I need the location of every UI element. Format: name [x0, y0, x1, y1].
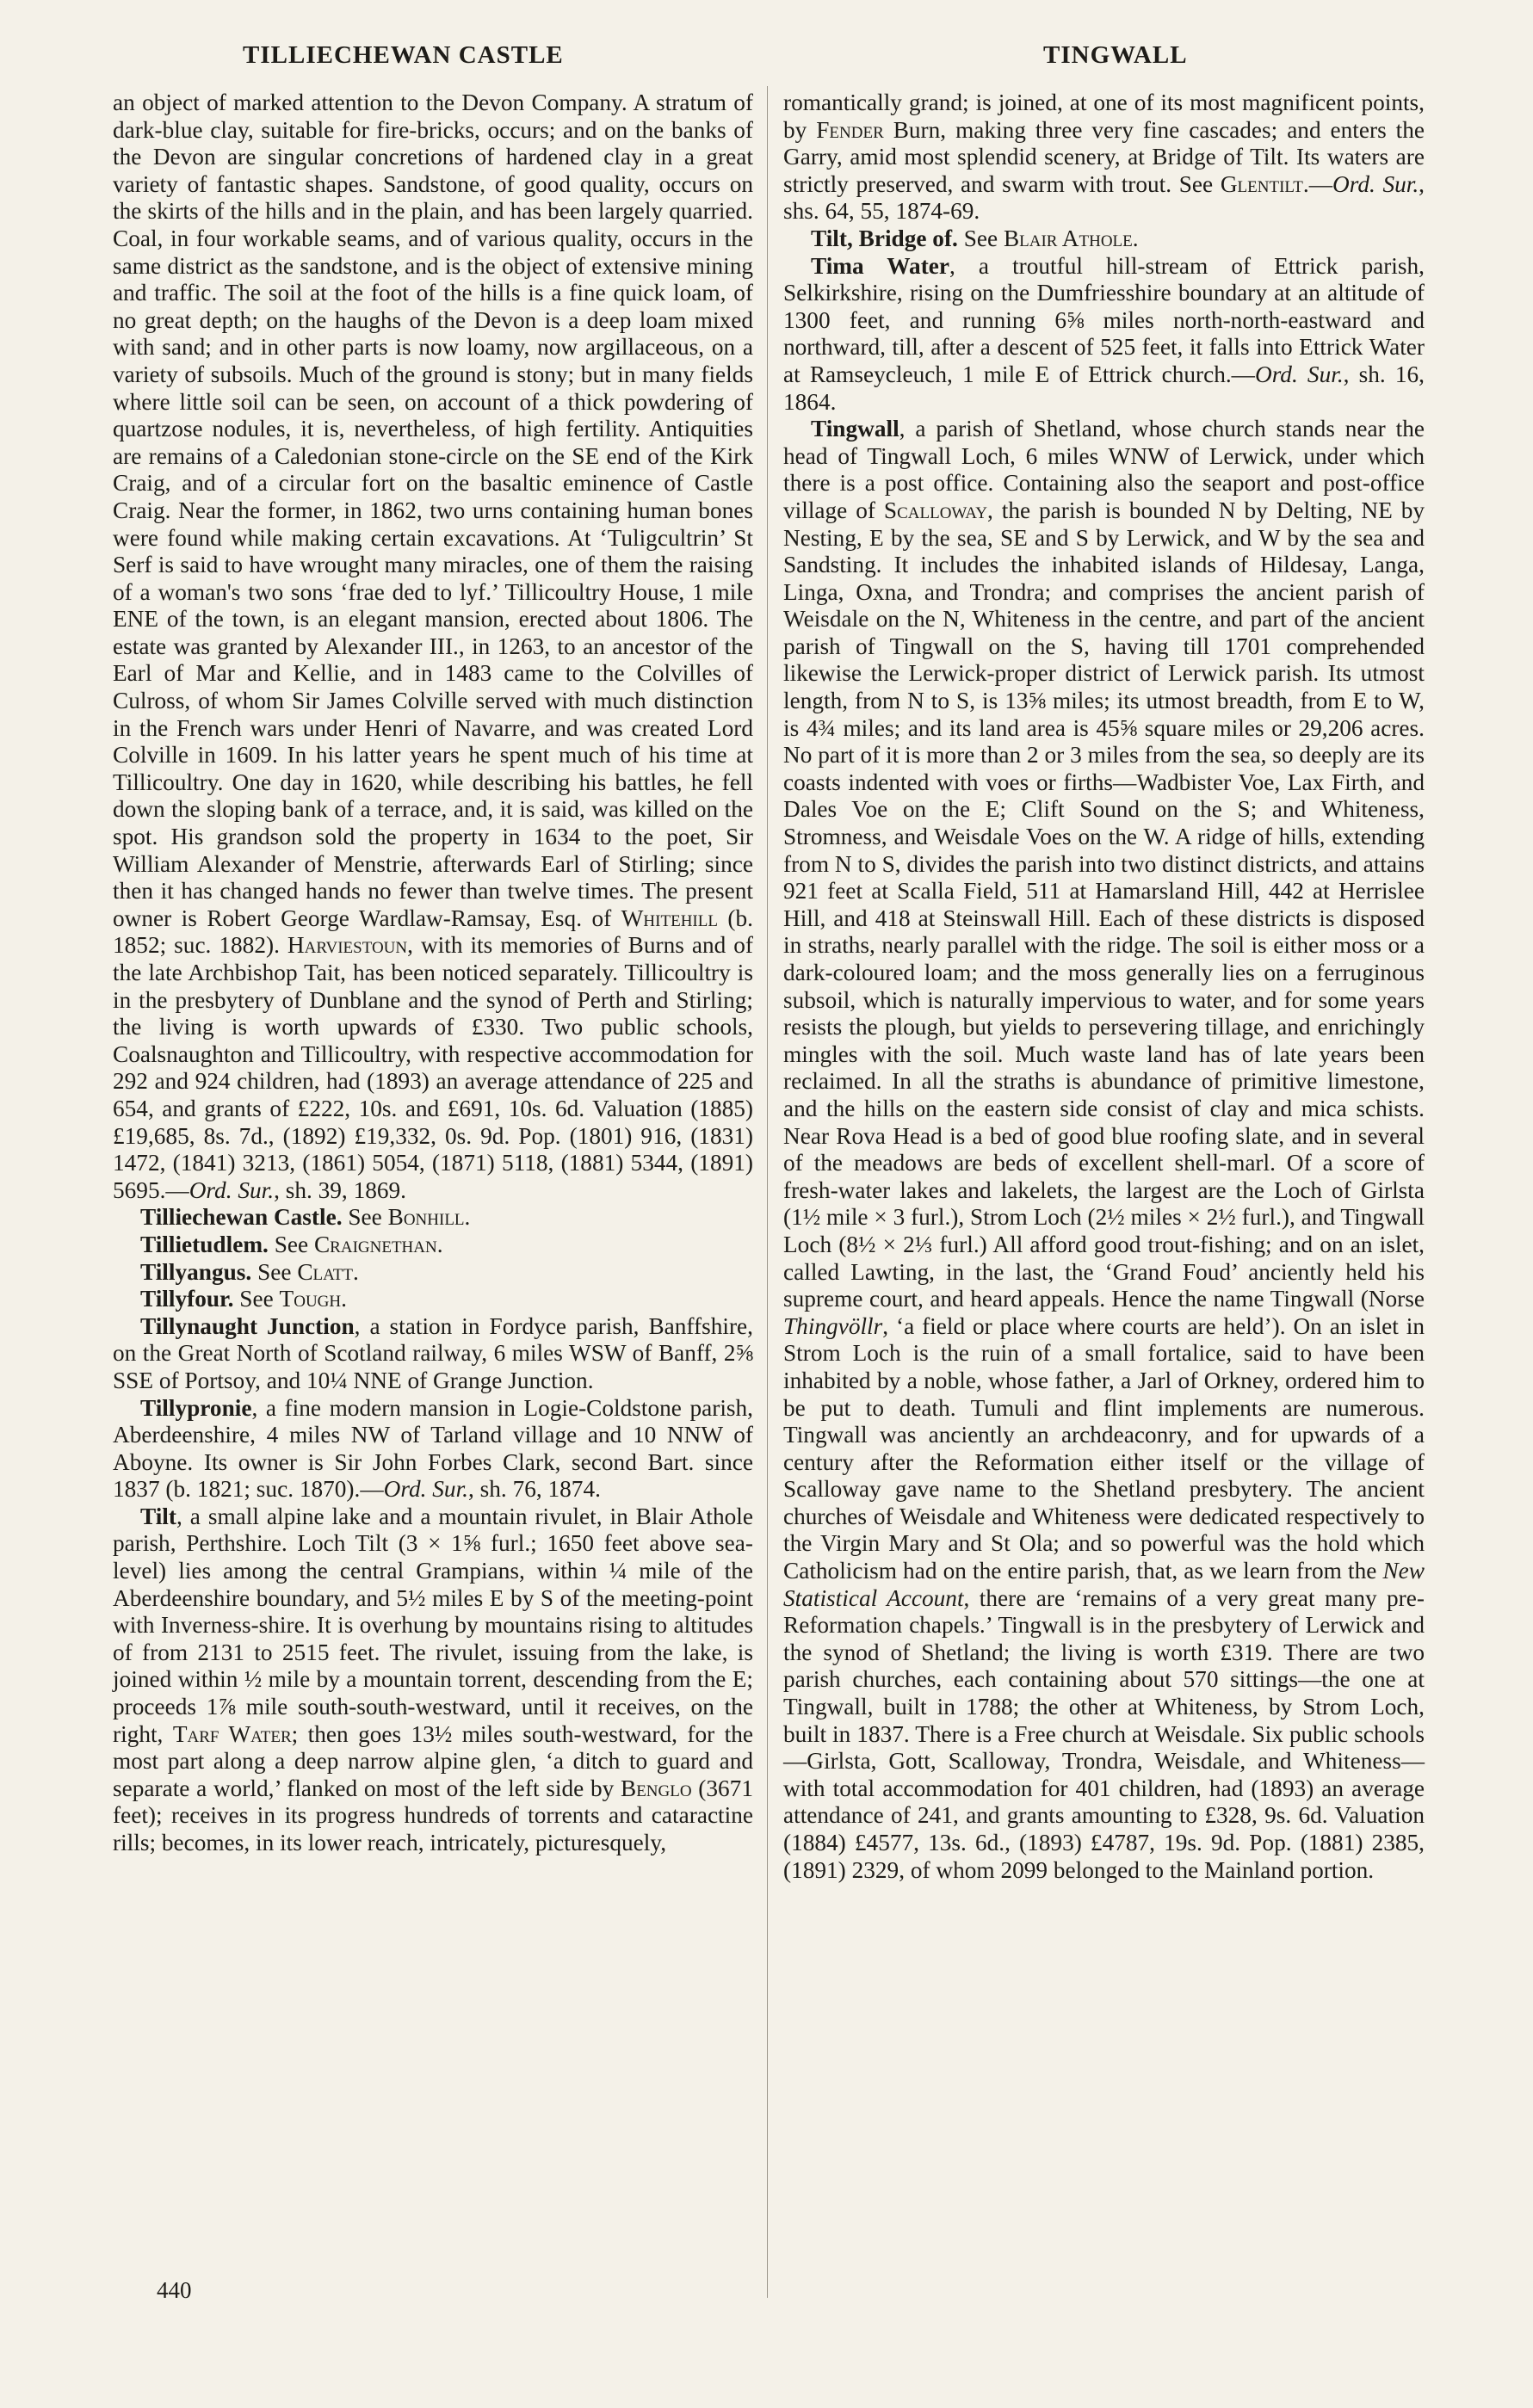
headword: Tingwall	[811, 416, 899, 442]
entry-text-4: , there are ‘remains of a very great many pre-Reformation chapels.’ Tingwall is in the presbytery of Lerwick and the synod of Shetland; the living is worth £319. There are two parish churches, each containing about 570 sittings—the one at Tingwall, built in 1788; the other at Whiteness, by Strom Loch, built in 1837. There is a Free church at Weisdale. Six public schools—Girlsta, Gott, Scalloway, Trondra, Weisdale, and Whiteness—with total accommodation for 401 children, had (1893) an average attendance of 241, and grants amounting to £328, 9s. 6d. Valuation (1884) £4577, 13s. 6d., (1893) £4787, 19s. 9d. Pop. (1881) 2385, (1891) 2329, of whom 2099 belonged to the Mainland portion.	[783, 1584, 1425, 1883]
entry-text-3: , ‘a field or place where courts are held’). On an islet in Strom Loch is the ruin of a small fortalice, said to have been inhabited by a noble, whose father, a Jarl of Orkney, ordered him to be put to death. Tumuli and flint implements are numerous. Tingwall was anciently an archdeaconry, and for upwards of a century after the Reformation either itself or the village of Scalloway gave name to the Shetland presbytery. The ancient churches of Weisdale and Whiteness were dedicated respectively to the Virgin Mary and St Ola; and so powerful was the hold which Catholicism had on the entire parish, that, as we learn from the	[783, 1312, 1425, 1584]
see-text: See	[257, 1258, 298, 1285]
see-text: See	[348, 1204, 388, 1231]
xref-whitehill: Whitehill	[621, 905, 718, 931]
headword: Tilt, Bridge of.	[811, 225, 958, 251]
xref-tough: Tough	[279, 1286, 342, 1312]
xref-end: .	[1132, 225, 1139, 251]
headword: Tilt	[140, 1503, 176, 1529]
page-number: 440	[157, 2277, 192, 2303]
entry-end: , sh. 76, 1874.	[468, 1476, 601, 1503]
headword: Tillyangus.	[140, 1258, 252, 1285]
xref-glentilt: Glentilt	[1220, 170, 1303, 197]
tillicoultry-text-1: an object of marked attention to the Devon Company. A stratum of dark-blue clay, suitable for fire-bricks, occurs; and on the banks of the Devon are singular concretions of hardened clay in a great variety of fantastic shapes. Sandstone, of good quality, occurs on the skirts of the hills and in the plain, and has been largely quarried. Coal, in four workable seams, and of various quality, occurs in the same district as the sandstone, and is the object of extensive mining and traffic. The soil at the foot of the hills is a fine quick loam, of no great depth; on the haughs of the Devon is a deep loam mixed with sand; and in other parts is now loamy, now argillaceous, on a variety of subsoils. Much of the ground is stony; but in many fields where little soil can be seen, on account of a thick powdering of quartzose nodules, it is, nevertheless, of high fertility. Antiquities are remains of a Caledonian stone-circle on the SE end of the Kirk Craig, and of a circular fort on the basaltic eminence of Castle Craig. Near the former, in 1862, two urns containing human bones were found while making certain excavations. At ‘Tuligcultrin’ St Serf is said to have wrought many miracles, one of them the raising of a woman's two sons ‘frae ded to lyf.’ Tillicoultry House, 1 mile ENE of the town, is an elegant mansion, erected about 1806. The estate was granted by Alexander III., in 1263, to an ancestor of the Earl of Mar and Kellie, and in 1483 came to the Colvilles of Culross, of whom Sir James Colville served with much distinction in the French wars under Henri of Navarre, and was created Lord Colville in 1609. In his latter years he spent much of his time at Tillicoultry. One day in 1620, while describing his battles, he fell down the sloping bank of a terrace, and, it is said, was killed on the spot. His grandson sold the property in 1634 to the poet, Sir William Alexander of Menstrie, afterwards Earl of Stirling; since then it has changed hands no fewer than twelve times. The present owner is Robert George Wardlaw-Ramsay, Esq. of	[113, 90, 753, 931]
entry-tima-water	[783, 253, 1425, 417]
entry-tingwall	[783, 416, 1425, 1884]
see-text: See	[274, 1231, 314, 1257]
entry-tillietudlem	[113, 1232, 753, 1259]
ord-sur-ref: Ord. Sur.	[189, 1176, 275, 1203]
column-rule	[767, 86, 768, 2298]
see-text: See	[239, 1286, 280, 1312]
tillicoultry-text-end: , sh. 39, 1869.	[274, 1176, 406, 1203]
entry-tillynaught-junction	[113, 1313, 753, 1395]
headword: Tima Water	[811, 252, 950, 279]
xref-end: .	[341, 1286, 347, 1312]
entry-tillyangus	[113, 1259, 753, 1287]
xref-harviestoun: Harviestoun	[287, 932, 408, 959]
entry-tilt-bridge-of	[783, 225, 1425, 253]
entry-tillypronie	[113, 1395, 753, 1503]
headword: Tillietudlem.	[140, 1231, 269, 1257]
right-column	[783, 90, 1425, 1884]
entry-text: , a station in Fordyce parish, Banffshire, on the Great North of Scotland railway, 6 miles WSW of Banff, 2⅝ SSE of Portsoy, and 10¼ NNE of Grange Junction.	[113, 1312, 753, 1393]
xref-end: .	[436, 1231, 443, 1257]
tillicoultry-text-3: , with its memories of Burns and of the late Archbishop Tait, has been noticed separately. Tillicoultry is in the presbytery of Dunblane and the synod of Perth and Stirling; the living is worth upwards of £330. Two public schools, Coalsnaughton and Tillicoultry, with respective accommodation for 292 and 924 children, had (1893) an average attendance of 225 and 654, and grants of £222, 10s. and £691, 10s. 6d. Valuation (1885) £19,685, 8s. 7d., (1892) £19,332, 0s. 9d. Pop. (1801) 916, (1831) 1472, (1841) 3213, (1861) 5054, (1871) 5118, (1881) 5344, (1891) 5695.—	[113, 932, 753, 1203]
see-text: See	[963, 225, 1004, 251]
entry-text-3: (3671 feet); receives in its progress hundreds of torrents and cataractine rills; becomes, in its lower reach, intricately, picturesquely,	[113, 1775, 753, 1855]
left-column	[113, 90, 753, 1857]
entry-text-2: , the parish is bounded N by Delting, NE by Nesting, E by the sea, SE and S by Lerwick, and W by the sea and Sandsting. It includes the inhabited islands of Hildesay, Langa, Linga, Oxna, and Trondra; and comprises the ancient parish of Weisdale on the N, Whiteness in the centre, and part of the ancient parish of Tingwall on the S, having till 1701 comprehended likewise the Lerwick-proper district of Lerwick parish. Its utmost length, from N to S, is 13⅝ miles; its utmost breadth, from E to W, is 4¾ miles; and its land area is 45⅝ square miles or 29,206 acres. No part of it is more than 2 or 3 miles from the sea, so deeply are its coasts indented with voes or firths—Wadbister Voe, Lax Firth, and Dales Voe on the E; Clift Sound on the S; and Whiteness, Stromness, and Weisdale Voes on the W. A ridge of hills, extending from N to S, divides the parish into two distinct districts, and attains 921 feet at Scalla Field, 511 at Hamarsland Hill, 442 at Herrislee Hill, and 418 at Steinswall Hill. Each of these districts is disposed in straths, nearly parallel with the ridge. The soil is either moss or a dark-coloured loam; and the moss generally lies on a ferruginous subsoil, which is naturally impervious to water, and for some years resists the plough, but yields to persevering tillage, and enrichingly mingles with the soil. Much waste land has of late years been reclaimed. In all the straths is abundance of primitive limestone, and the hills on the eastern side consist of clay and mica schists. Near Rova Head is a bed of good blue roofing slate, and in several of the meadows are beds of excellent shell-marl. Of a score of fresh-water lakes and lakelets, the largest are the Loch of Girlsta (1½ mile × 3 furl.), Strom Loch (2½ miles × 2½ furl.), and Tingwall Loch (8½ × 2⅓ furl.) All afford good trout-fishing; and on an islet, called Lawting, in the last, the ‘Grand Foud’ anciently held his supreme court, and heard appeals. Hence the name Tingwall (Norse	[783, 497, 1425, 1312]
entry-end: , sh. 16, 1864.	[783, 361, 1425, 415]
entry-text: , a troutful hill-stream of Ettrick parish, Selkirkshire, rising on the Dumfriesshire boundary at an altitude of 1300 feet, and running 6⅝ miles north-north-eastward and northward, till, after a descent of 525 feet, it falls into Ettrick Water at Ramseycleuch, 1 mile E of Ettrick church.—	[783, 252, 1425, 387]
headword: Tillyfour.	[140, 1286, 234, 1312]
ord-sur-ref: Ord. Sur.	[383, 1476, 468, 1503]
norse-term: Thingvöllr	[783, 1312, 883, 1339]
entry-text: , a fine modern mansion in Logie-Coldstone parish, Aberdeenshire, 4 miles NW of Tarland village and 10 NNW of Aboyne. Its owner is Sir John Forbes Clark, second Bart. since 1837 (b. 1821; suc. 1870).—	[113, 1394, 753, 1503]
xref-end: .	[464, 1204, 471, 1231]
xref-craignethan: Craignethan	[313, 1231, 437, 1257]
running-head-left: TILLIECHEWAN CASTLE	[243, 41, 564, 69]
xref-bonhill: Bonhill	[387, 1204, 465, 1231]
entry-tilliechewan-castle	[113, 1204, 753, 1232]
tilt-continuation	[783, 90, 1425, 225]
xref-clatt: Clatt	[297, 1258, 353, 1285]
entry-text-1: , a small alpine lake and a mountain rivulet, in Blair Athole parish, Perthshire. Loch Tilt (3 × 1⅝ furl.; 1650 feet above sea-level) lies among the central Grampians, within ¼ mile of the Aberdeenshire boundary, and 5½ miles E by S of the meeting-point with Inverness-shire. It is overhung by mountains rising to altitudes of from 2131 to 2515 feet. The rivulet, issuing from the lake, is joined within ½ mile by a mountain torrent, descending from the E; proceeds 1⅞ mile south-south-westward, until it receives, on the right,	[113, 1503, 753, 1747]
headword: Tillynaught Junction	[140, 1312, 355, 1339]
running-head-right: TINGWALL	[1043, 41, 1188, 69]
ord-sur-ref: Ord. Sur.	[1332, 170, 1419, 197]
headword: Tillypronie	[140, 1394, 252, 1421]
xref-scalloway: Scalloway	[883, 497, 987, 523]
entry-tillyfour	[113, 1286, 753, 1313]
xref-fender: Fender	[816, 116, 884, 143]
tilt-cont-end: , shs. 64, 55, 1874-69.	[783, 170, 1425, 225]
xref-tarf-water: Tarf Water	[172, 1720, 292, 1747]
tilt-cont-text-1: romantically grand; is joined, at one of its most magnificent points, by	[783, 90, 1425, 143]
tillicoultry-text-2: (b. 1852; suc. 1882).	[113, 905, 753, 959]
xref-blair-athole: Blair Athole	[1003, 225, 1133, 251]
entry-tilt	[113, 1503, 753, 1857]
xref-benglo: Benglo	[620, 1775, 692, 1801]
headword: Tilliechewan Castle.	[140, 1204, 343, 1231]
tilt-cont-text-2: Burn, making three very fine cascades; and enters the Garry, amid most splendid scenery, at Bridge of Tilt. Its waters are strictly preserved, and swarm with trout. See	[783, 116, 1425, 197]
entry-text-1: , a parish of Shetland, whose church stands near the head of Tingwall Loch, 6 miles WNW of Lerwick, under which there is a post office. Containing also the seaport and post-office village of	[783, 416, 1425, 523]
book-title-nsa: New Statistical Account	[783, 1558, 1425, 1611]
ord-sur-ref: Ord. Sur.	[1254, 361, 1344, 387]
tilt-cont-text-3: .—	[1302, 170, 1332, 197]
tillicoultry-continuation	[113, 90, 753, 1204]
entry-text-2: ; then goes 13½ miles south-westward, for the most part along a deep narrow alpine glen, ‘a ditch to guard and separate a world,’ flanked on most of the left side by	[113, 1720, 754, 1801]
xref-end: .	[352, 1258, 359, 1285]
